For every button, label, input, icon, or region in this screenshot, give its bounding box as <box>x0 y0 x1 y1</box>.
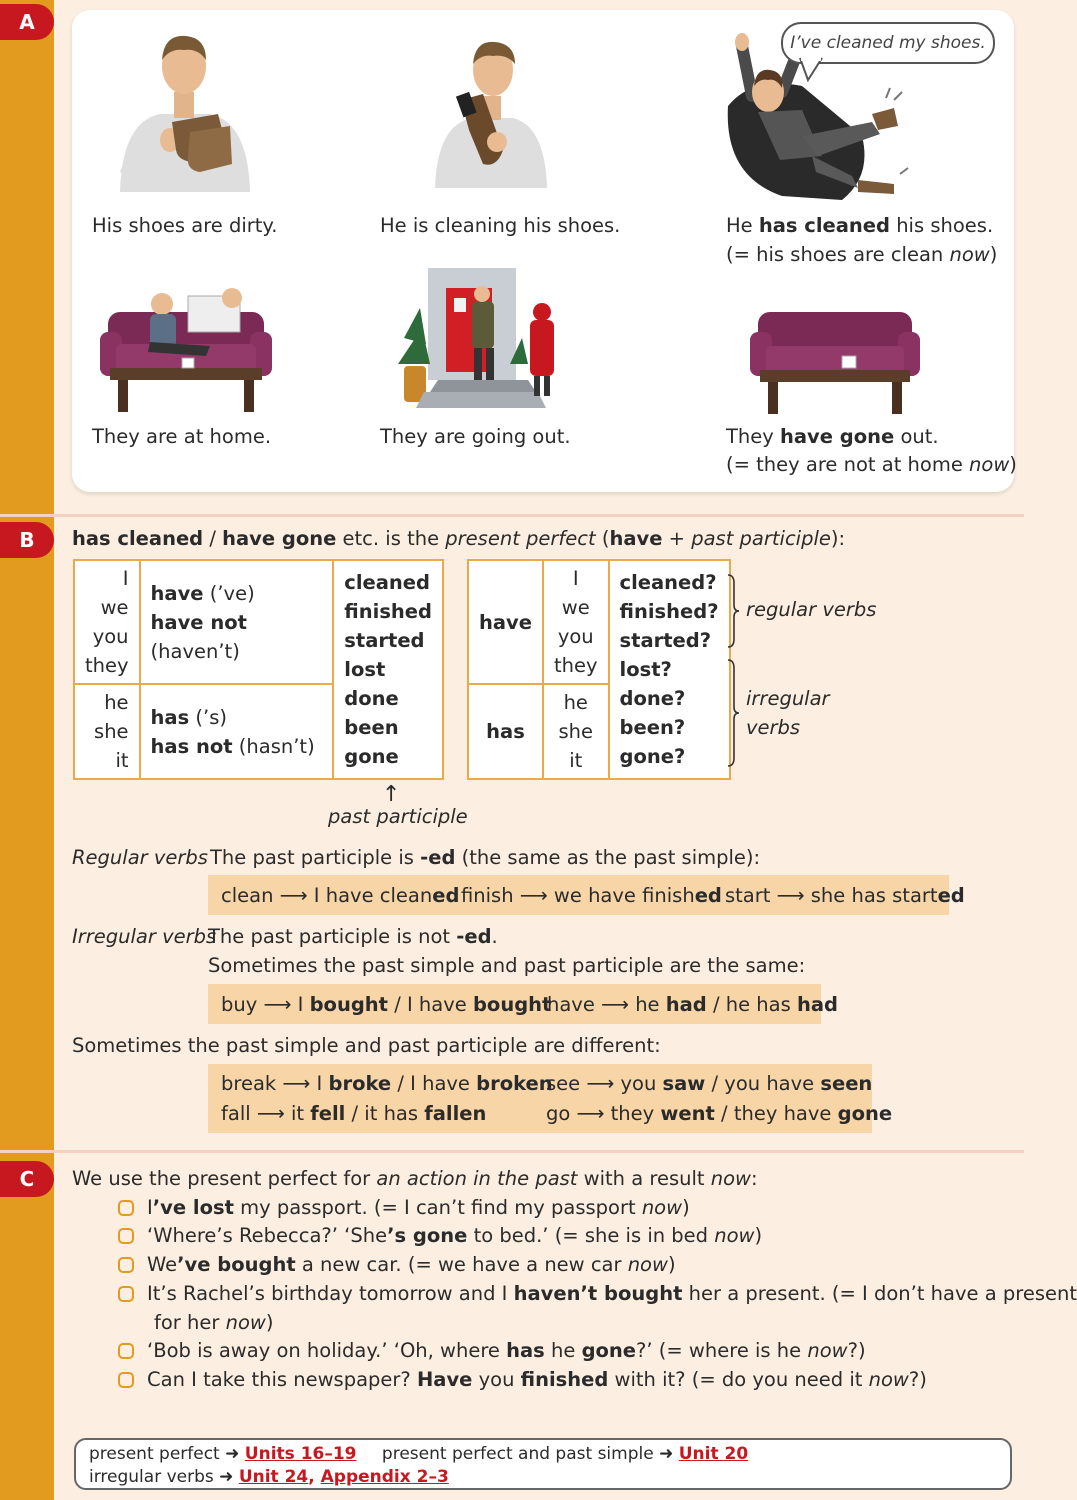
example-newspaper: Can I take this newspaper? Have you finished with it? (= do you need it now?) <box>118 1365 927 1394</box>
irregular-example-see: see ⟶ you saw / you have seen <box>546 1072 873 1095</box>
question-aux-have: have <box>468 560 543 684</box>
people-on-sofa-illustration <box>100 282 272 414</box>
bullet-icon <box>118 1372 134 1388</box>
irregular-example-break: break ⟶ I broke / I have broken <box>221 1072 553 1095</box>
link-appendix-2-3[interactable]: Appendix 2–3 <box>320 1467 449 1487</box>
pronouns-singular: he she it <box>74 684 140 779</box>
example-birthday-present-cont: for her now) <box>154 1311 274 1334</box>
question-pronouns-singular: he she it <box>543 684 609 779</box>
irregular-example-go: go ⟶ they went / they have gone <box>546 1102 893 1125</box>
section-tab-b: B <box>0 522 54 558</box>
empty-sofa-illustration <box>750 306 920 414</box>
man-holding-dirty-shoes-illustration <box>100 22 270 192</box>
man-cleaning-shoe-illustration <box>425 30 555 188</box>
irregular-same-note: Sometimes the past simple and past participle are the same: <box>208 954 806 977</box>
bullet-icon <box>118 1257 134 1273</box>
example-bought-car: We’ve bought a new car. (= we have a new car now) <box>118 1250 676 1279</box>
arrow-right-icon: ➜ <box>219 1467 234 1487</box>
bullet-icon <box>118 1343 134 1359</box>
example-lost-passport: I’ve lost my passport. (= I can’t find my passport now) <box>118 1193 690 1222</box>
speech-bubble: I’ve cleaned my shoes. <box>781 22 995 64</box>
bullet-icon <box>118 1228 134 1244</box>
reference-line-2: irregular verbs ➜ Unit 24, Appendix 2–3 <box>89 1467 449 1487</box>
question-table <box>467 559 731 780</box>
irregular-example-buy: buy ⟶ I bought / I have bought <box>221 993 552 1016</box>
caption-has-cleaned-note: (= his shoes are clean now) <box>726 243 998 266</box>
up-arrow-icon: ↑ <box>382 782 401 807</box>
affirmative-negative-table <box>73 559 444 780</box>
irregular-verbs-label: Irregular verbs <box>72 925 217 948</box>
irregular-example-fall: fall ⟶ it fell / it has fallen <box>221 1102 487 1125</box>
brace-irregular <box>726 658 740 768</box>
caption-have-gone: They have gone out. <box>726 425 939 448</box>
past-participle-label: past participle <box>328 805 468 828</box>
bullet-icon <box>118 1200 134 1216</box>
past-participles-column: cleaned finished started lost done been gone <box>333 560 443 779</box>
speech-bubble-tail <box>798 58 828 82</box>
example-gone-to-bed: ‘Where’s Rebecca?’ ‘She’s gone to bed.’ (= she is in bed now) <box>118 1221 762 1250</box>
regular-example-clean: clean ⟶ I have cleaned <box>221 884 460 907</box>
regular-verbs-rule: The past participle is -ed (the same as the past simple): <box>210 846 761 869</box>
caption-at-home: They are at home. <box>92 425 272 448</box>
section-tab-c: C <box>0 1161 54 1197</box>
cross-reference-box <box>74 1438 1012 1490</box>
auxiliary-has: has (’s) has not (hasn’t) <box>140 684 334 779</box>
brace-regular <box>726 573 740 649</box>
arrow-right-icon: ➜ <box>225 1444 240 1464</box>
link-unit-20[interactable]: Unit 20 <box>678 1444 749 1464</box>
example-birthday-present: It’s Rachel’s birthday tomorrow and I haven’t bought her a present. (= I don’t have a present <box>118 1279 1077 1308</box>
auxiliary-have: have (’ve) have not (haven’t) <box>140 560 334 684</box>
pronouns-plural: I we you they <box>74 560 140 684</box>
brace-label-irregular: irregular verbs <box>746 687 830 739</box>
orange-margin-bar <box>0 0 54 1500</box>
question-pronouns-plural: I we you they <box>543 560 609 684</box>
link-unit-24[interactable]: Unit 24 <box>238 1467 309 1487</box>
link-units-16-19[interactable]: Units 16–19 <box>244 1444 357 1464</box>
people-going-out-illustration <box>398 268 560 416</box>
section-c-intro: We use the present perfect for an action in the past with a result now: <box>72 1167 758 1190</box>
regular-verbs-label: Regular verbs <box>72 846 208 869</box>
caption-has-cleaned: He has cleaned his shoes. <box>726 214 994 237</box>
regular-example-finish: finish ⟶ we have finished <box>461 884 722 907</box>
irregular-example-have: have ⟶ he had / he has had <box>547 993 838 1016</box>
question-aux-has: has <box>468 684 543 779</box>
caption-cleaning: He is cleaning his shoes. <box>380 214 621 237</box>
caption-going-out: They are going out. <box>380 425 571 448</box>
section-divider <box>0 1150 1024 1153</box>
bullet-icon <box>118 1286 134 1302</box>
brace-label-regular: regular verbs <box>746 598 877 621</box>
example-bob-holiday: ‘Bob is away on holiday.’ ‘Oh, where has he gone?’ (= where is he now?) <box>118 1336 866 1365</box>
regular-example-start: start ⟶ she has started <box>725 884 965 907</box>
irregular-different-note: Sometimes the past simple and past participle are different: <box>72 1034 661 1057</box>
irregular-verbs-rule: The past participle is not -ed. <box>208 925 498 948</box>
question-participles-column: cleaned? finished? started? lost? done? been? gone? <box>609 560 730 779</box>
section-b-intro: has cleaned / have gone etc. is the present perfect (have + past participle): <box>72 527 846 550</box>
section-tab-a: A <box>0 4 54 40</box>
section-divider <box>0 514 1024 517</box>
reference-line-1: present perfect ➜ Units 16–19 present perfect and past simple ➜ Unit 20 <box>89 1444 749 1464</box>
caption-dirty: His shoes are dirty. <box>92 214 278 237</box>
arrow-right-icon: ➜ <box>659 1444 674 1464</box>
caption-have-gone-note: (= they are not at home now) <box>726 453 1017 476</box>
